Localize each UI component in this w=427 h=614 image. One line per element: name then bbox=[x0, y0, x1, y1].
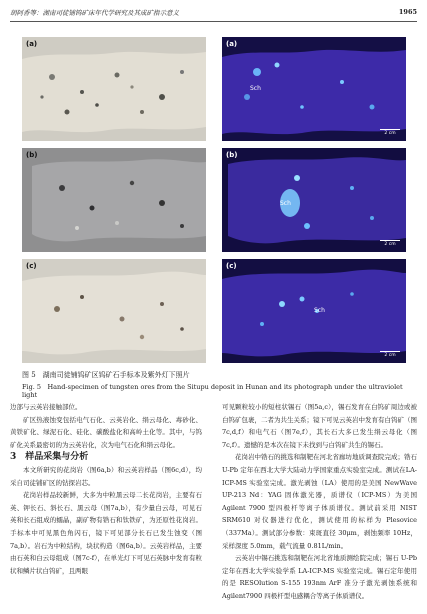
panel-a bbox=[22, 37, 406, 141]
scale-bar-c: 2 cm bbox=[380, 351, 400, 359]
panel-label-b-uv: (b) bbox=[226, 151, 238, 159]
right-column bbox=[222, 401, 417, 603]
paragraph: 边部与云英岩接触部位。 bbox=[10, 403, 82, 411]
paragraph: 可见颗粒较小的短柱状锡石（图5a,c），锡石发育在白钨矿周边或被白钨矿包裹，二者为共生关系；镜下可见云英岩中发育有白钨矿（图7c,d,f）和电气石（图7e,f），其长石大多已发生绢云母化（图7c,f）。遗憾的是本次在镜下未找到与白钨矿共生的锡石。 bbox=[222, 403, 417, 449]
panel-label-c: (c) bbox=[26, 262, 37, 270]
scheelite-label-c: Sch bbox=[314, 307, 325, 314]
scale-bar-b: 2 cm bbox=[380, 240, 400, 248]
panel-label-a: (a) bbox=[26, 40, 38, 48]
paragraph: 花岗岩样品较新鲜，大多为中粒黑云母二长花岗岩，主要有石英、钾长石、斜长石、黑云母（图7a,b），有少量白云母，可见石英和长石组成的蠕晶，副矿物有锆石和钛铁矿，为还原性花岗岩。手标本中可见黑色角闪石，镜下可见部分长石已发生蚀变（图7a,b）。岩石为中粒结构，块状构造（图6a,b）。云英岩样品，主要由石英和白云母组成（图7c-f），在单光灯下可见石英脉中发育有粒状和鳞片状白钨矿，且两眼 bbox=[10, 491, 202, 575]
scale-bar-a: 2 cm bbox=[380, 129, 400, 137]
section-title: 3 样品采集与分析 bbox=[10, 452, 89, 463]
hand-specimen-photo-b bbox=[22, 148, 206, 252]
running-header bbox=[10, 8, 417, 20]
header-rule bbox=[10, 21, 417, 22]
panel-label-c-uv: (c) bbox=[226, 262, 237, 270]
panel-c bbox=[22, 259, 406, 363]
scheelite-label-a: Sch bbox=[250, 85, 261, 92]
hand-specimen-photo-c bbox=[22, 259, 206, 363]
paragraph: 云英岩中锡石挑选和制靶在河北省地质测绘院完成；锡石 U-Pb 定年在西北大学实验学系 LA-ICP-MS 实验室完成。锡石定年使用的是 RESOlution S-155 193nm ArF 准分子激光剥蚀系统和 Agilent7900 四极杆型电感耦合等离子体质谱仪。 bbox=[222, 554, 417, 600]
uv-photo-a bbox=[222, 37, 406, 141]
paragraph: 本文所研究的花岗岩（图6a,b）和云英岩样品（图6c,d），均采自司徒铺矿区的钻探岩芯。 bbox=[10, 465, 202, 487]
panel-b bbox=[22, 148, 406, 252]
panel-label-b: (b) bbox=[26, 151, 38, 159]
left-column bbox=[10, 401, 202, 577]
figure-caption-cn: 图 5 湖南司徒铺钨矿区钨矿石手标本及紫外灯下照片 bbox=[22, 371, 190, 379]
panel-label-a-uv: (a) bbox=[226, 40, 238, 48]
uv-photo-c bbox=[222, 259, 406, 363]
figure-caption-en: Fig. 5 Hand-specimen of tungsten ores from the Situpu deposit in Hunan and its photograph under the ultraviolet light bbox=[22, 383, 403, 399]
paragraph: 矿区热液蚀变包括电气石化、云英岩化、绢云母化、毒砂化、黄铁矿化、绿泥石化、硅化、碳酸盐化和高岭土化等。其中，与钨矿化关系最密切的为云英岩化，次为电气石化和绢云母化。 bbox=[10, 415, 202, 449]
paragraph: 花岗岩中锆石的挑选和制靶在河北省廊坊地质调查院完成；锆石 U-Pb 定年在西北大学大陆动力学国家重点实验室完成。测试在LA-ICP-MS 实验室完成。激光剥蚀（LA）使用的是美国 NewWave UP-213 Nd：YAG 固体激光器，质谱仪（ICP-MS）为美国 Agilent 7900 型四极杆等离子体质谱仪。测试前采用 NIST SRM610 对仪器进行优化，测试使用的标样为 Plesovice（337Ma）。测试部分参数：束斑直径 30μm，剥蚀频率 10Hz，采样深度 5.0mm，载气流量 0.81L/min。 bbox=[222, 453, 417, 550]
figure-5 bbox=[22, 37, 406, 365]
uv-photo-b bbox=[222, 148, 406, 252]
hand-specimen-photo-a bbox=[22, 37, 206, 141]
running-title: 胡阿香等：湖南司徒铺钨矿床年代学研究及其成矿指示意义 bbox=[10, 9, 179, 17]
scheelite-label-b: Sch bbox=[280, 200, 291, 207]
page-number: 1965 bbox=[398, 8, 417, 16]
